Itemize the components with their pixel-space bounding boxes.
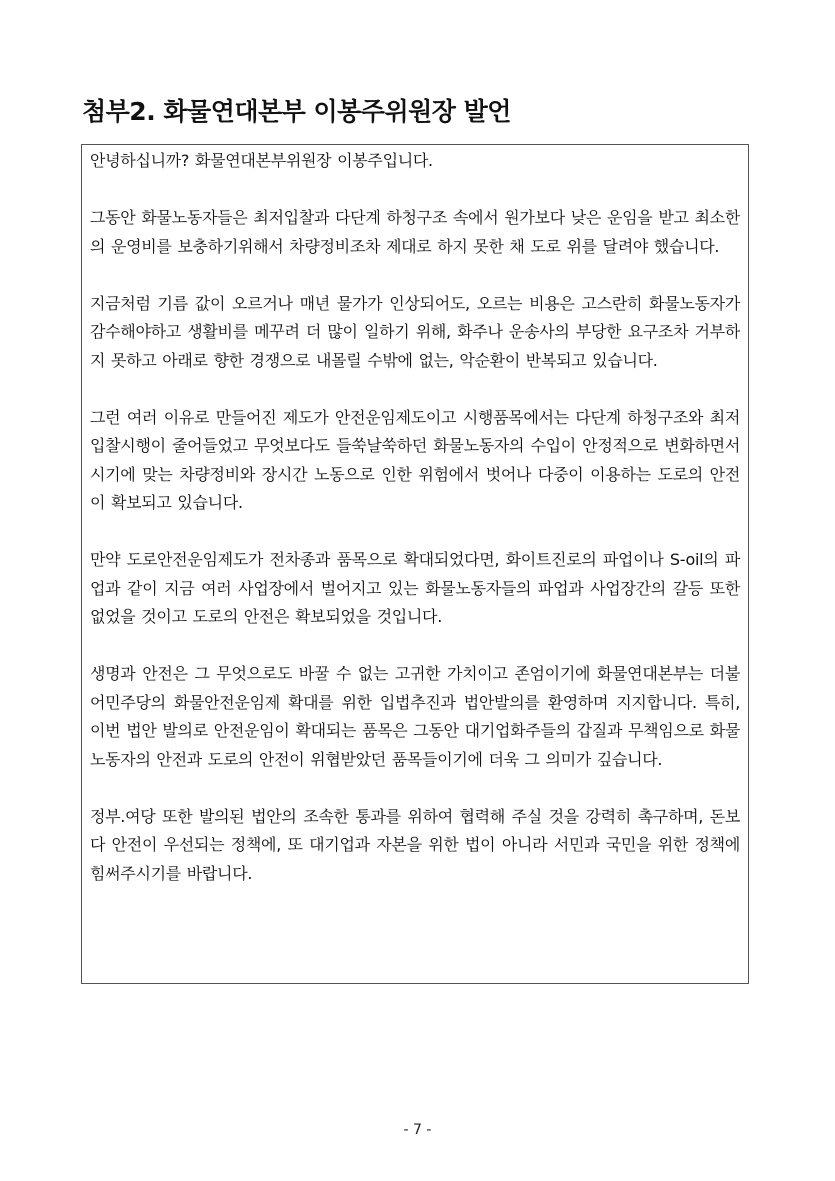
paragraph-5: 생명과 안전은 그 무엇으로도 바꿀 수 없는 고귀한 가치이고 존엄이기에 화물연대본부는 더불어민주당의 화물안전운임제 확대를 위한 입법추진과 법안발의를 환영하며 지지합니다. 특히, 이번 법안 발의로 안전운임이 확대되는 품목은 그동안 대기업화주들의 갑질과 무책임으로 화물노동자의 안전과 도로의 안전이 위협받았던 품목들이기에 더욱 그 의미가 깊습니다. bbox=[90, 664, 740, 769]
paragraph-spacer bbox=[90, 176, 740, 205]
paragraph-2: 지금처럼 기름 값이 오르거나 매년 물가가 인상되어도, 오르는 비용은 고스란히 화물노동자가 감수해야하고 생활비를 메꾸려 더 많이 일하기 위해, 화주나 운송사의 부당한 요구조차 거부하지 못하고 아래로 향한 경쟁으로 내몰릴 수밖에 없는, 악순환이 반복되고 있습니다. bbox=[90, 293, 740, 370]
paragraph-spacer bbox=[90, 375, 740, 404]
paragraph-4: 만약 도로안전운임제도가 전차종과 품목으로 확대되었다면, 화이트진로의 파업이나 S-oil의 파업과 같이 지금 여러 사업장에서 벌어지고 있는 화물노동자들의 파업과 사업장간의 갈등 또한 없었을 것이고 도로의 안전은 확보되었을 것입니다. bbox=[90, 550, 740, 626]
paragraph-spacer bbox=[90, 632, 740, 661]
paragraph-3: 그런 여러 이유로 만들어진 제도가 안전운임제도이고 시행품목에서는 다단계 하청구조와 최저입찰시행이 줄어들었고 무엇보다도 들쑥날쑥하던 화물노동자의 수입이 안정적으로 변화하면서 시기에 맞는 차량정비와 장시간 노동으로 인한 위험에서 벗어나 다중이 이용하는 도로의 안전이 확보되고 있습니다. bbox=[90, 407, 740, 512]
paragraph-6: 정부.여당 또한 발의된 법안의 조속한 통과를 위하여 협력해 주실 것을 강력히 촉구하며, 돈보다 안전이 우선되는 정책에, 또 대기업과 자본을 위한 법이 아니라 서민과 국민을 위한 정책에 힘써주시기를 바랍니다. bbox=[90, 806, 740, 883]
paragraph-greeting: 안녕하십니까? 화물연대본부위원장 이봉주입니다. bbox=[90, 151, 433, 170]
paragraph-spacer bbox=[90, 774, 740, 803]
paragraph-spacer bbox=[90, 518, 740, 547]
page-title: 첨부2. 화물연대본부 이봉주위원장 발언 bbox=[82, 97, 511, 126]
paragraph-spacer bbox=[90, 261, 740, 290]
page-number: - 7 - bbox=[403, 1122, 432, 1138]
statement-box bbox=[81, 144, 749, 984]
paragraph-1: 그동안 화물노동자들은 최저입찰과 다단계 하청구조 속에서 원가보다 낮은 운임을 받고 최소한의 운영비를 보충하기위해서 차량정비조차 제대로 하지 못한 채 도로 위를 달려야 했습니다. bbox=[90, 208, 740, 256]
